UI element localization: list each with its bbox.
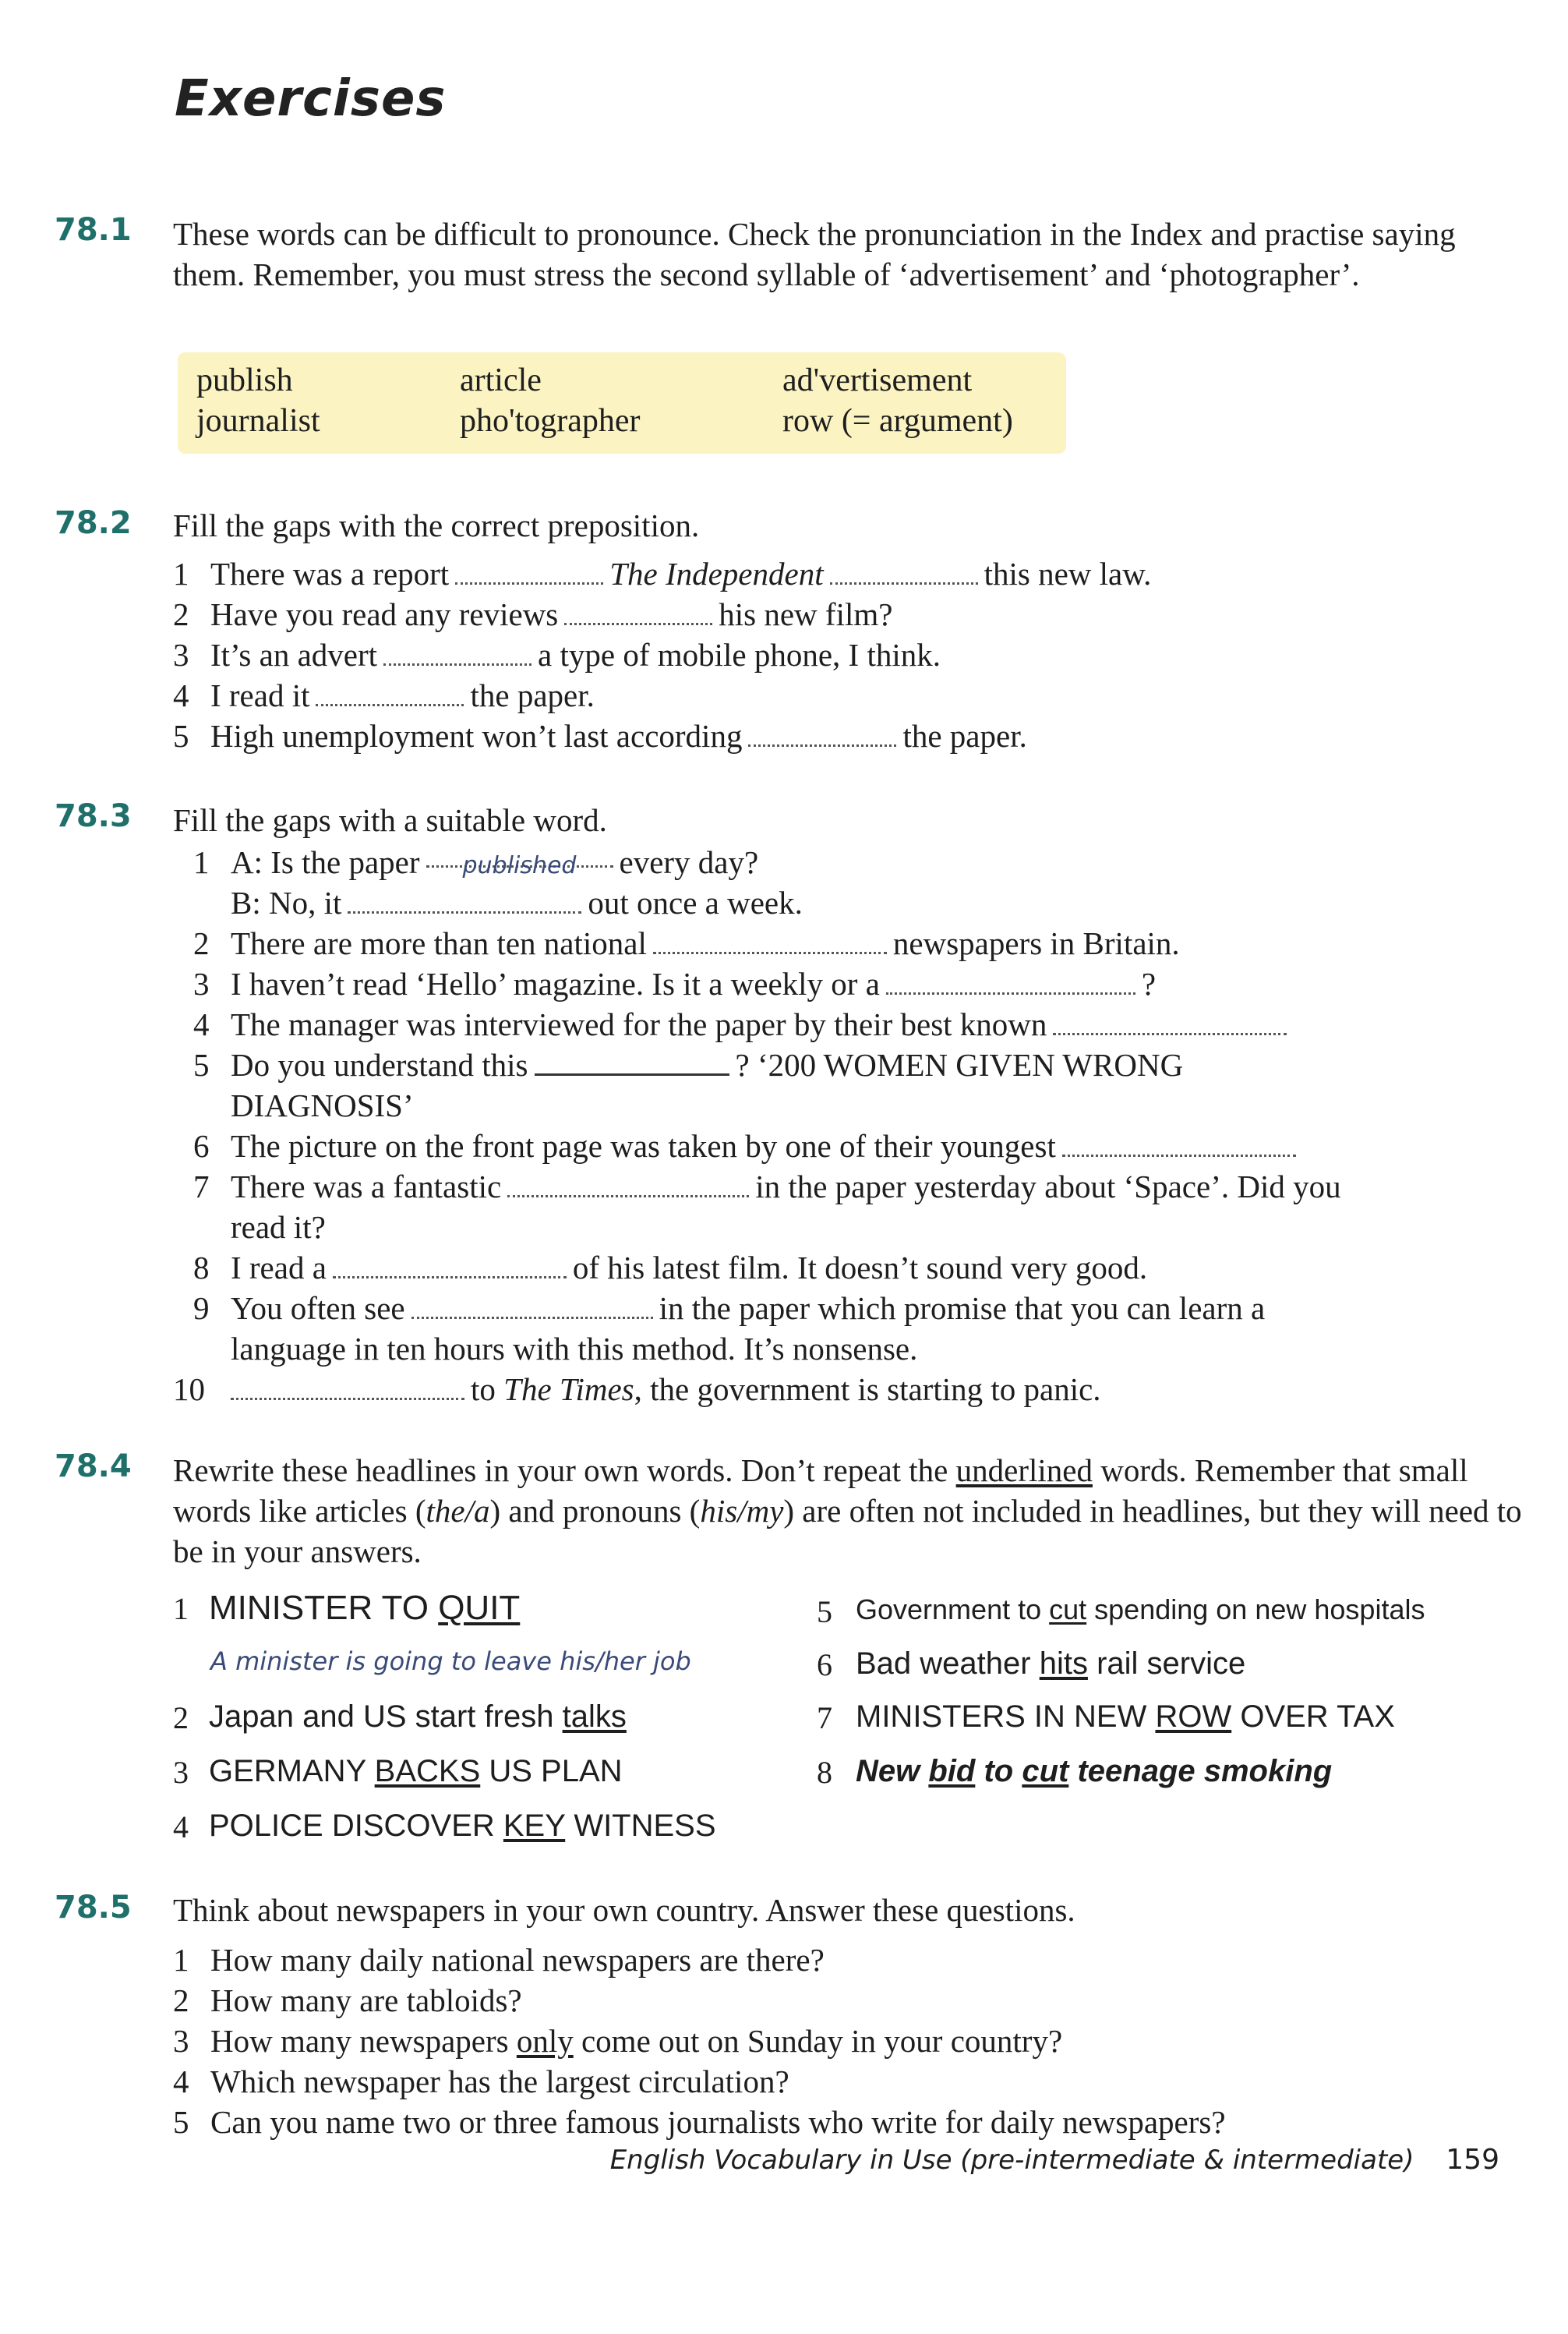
headline-3: GERMANY BACKS US PLAN (209, 1754, 623, 1788)
list-item: 3 It’s an advert a type of mobile phone, I think. (173, 637, 941, 673)
list-item: 9 You often see in the paper which promise that you can learn a (193, 1290, 1266, 1326)
word-photographer: pho'tographer (460, 403, 641, 439)
word-journalist: journalist (196, 403, 320, 439)
list-item: 10 to The Times, the government is starting to panic. (173, 1371, 1101, 1407)
word-advertisement: ad'vertisement (782, 362, 973, 398)
exercise-number-78-4: 78.4 (55, 1448, 132, 1484)
page-footer (610, 2144, 1499, 2176)
gap-dots[interactable] (455, 559, 603, 585)
gap-dots[interactable] (748, 721, 896, 747)
gap-dots[interactable] (1053, 1010, 1287, 1035)
list-item: read it? (231, 1209, 326, 1245)
gap-dots[interactable] (383, 640, 531, 666)
gap-dots[interactable] (333, 1253, 567, 1278)
gap-dots[interactable] (231, 1374, 464, 1400)
textbook-page: Exercises 78.1 These words can be difficult to pronounce. Check the pronunciation in the Index and practise saying them. Remember, you must stress the second syllable of ‘advertisement’ and ‘photographer’. publish article ad'vertisement journalist pho'tographer row (= argument) 78.2 Fill the gaps with the correct preposition. 1 There was a report The Independent this new law. 2 Have you read any reviews his new film? 3 It’s an advert a type of mobile phone, I think. 4 I read it the paper. 5 High unemployment won’t last according the paper. 78.3 Fill the gaps with a suitable word. 1 A: Is the paper published every day? B: No, it out once a week. 2 There are more than ten national newspapers in Britain. 3 I haven’t read ‘Hello’ magazine. Is it a weekly or a ? 4 The manager was interviewed for the paper by their best known 5 Do you understand this ? ‘200 WOMEN GIVEN WRONG DIAGNOSIS’ 6 The picture on the front page was taken by one of their youngest 7 There was a fantastic in the paper yesterday about ‘Space’. Did you read it? 8 I read a of his latest film. It doesn’t sound very good. 9 You often see in the paper which promise that you can learn a language in ten hours with this method. It’s nonsense. 10 to The Times, the government is starting to panic. 78.4 Rewrite these headlines in your own words. Don’t repeat the underlined words. Remember that small words like articles (the/a) and pronouns (his/my) are often not included in headlines, but they will need to be in your answers. 1 MINISTER TO QUIT A minister is going to leave his/her job 2 Japan and US start fresh talks 3 GERMANY BACKS US PLAN 4 POLICE DISCOVER KEY WITNESS 5 Government to cut spending on new hospitals 6 Bad weather hits rail service 7 MINISTERS IN NEW ROW OVER TAX 8 New bid to cut teenage smoking 78.5 Think about newspapers in your own country. Answer these questions. 1 How many daily national newspapers are there? 2 How many are tabloids? 3 How many newspapers only come out on Sunday in your country? 4 Which newspaper has the largest circulation? 5 Can you name two or three famous journalists who write for daily newspapers? English Vocabulary in Use (pre-intermediate & intermediate) 159 (0, 0, 1568, 2334)
list-item: 4 Which newspaper has the largest circulation? (173, 2063, 789, 2099)
list-item: 5 High unemployment won’t last according the paper. (173, 718, 1027, 754)
list-item: language in ten hours with this method. It’s nonsense. (231, 1331, 918, 1367)
gap-dots[interactable] (316, 681, 464, 706)
list-item: 2 Have you read any reviews his new film? (173, 596, 893, 632)
list-item: 6 The picture on the front page was taken by one of their youngest (193, 1126, 1549, 1166)
word-publish: publish (196, 362, 293, 398)
list-item: 1 A: Is the paper published every day? (193, 842, 1549, 882)
headline-6: Bad weather hits rail service (856, 1646, 1246, 1681)
gap-dots[interactable] (886, 969, 1135, 995)
headline-8: New bid to cut teenage smoking (856, 1754, 1333, 1788)
exercise-number-78-3: 78.3 (55, 798, 132, 834)
list-item: 4 The manager was interviewed for the paper by their best known (193, 1004, 1549, 1045)
word-row: row (= argument) (782, 403, 1013, 439)
list-item: 8 I read a of his latest film. It doesn’t sound very good. (193, 1250, 1148, 1285)
list-item: 2 How many are tabloids? (173, 1982, 522, 2018)
headline-1: MINISTER TO QUIT (209, 1589, 521, 1627)
list-item: 5 Do you understand this ? ‘200 WOMEN GIVEN WRONG (193, 1047, 1184, 1083)
book-title: English Vocabulary in Use (pre-intermediate & intermediate) (609, 2145, 1414, 2176)
exercise-78-3-list (173, 842, 1549, 1409)
exercise-78-5-instruction: Think about newspapers in your own country. Answer these questions. (173, 1892, 1075, 1928)
exercise-78-2-list (173, 553, 1529, 756)
page-number: 159 (1446, 2144, 1499, 2176)
list-item: DIAGNOSIS’ (231, 1087, 414, 1123)
list-item: 7 There was a fantastic in the paper yesterday about ‘Space’. Did you (193, 1169, 1341, 1204)
exercise-number-78-1: 78.1 (55, 212, 132, 248)
word-article: article (460, 362, 542, 398)
list-item: 4 I read it the paper. (173, 677, 595, 713)
gap-dots[interactable] (348, 888, 581, 914)
handwritten-answer: A minister is going to leave his/her job (210, 1646, 691, 1676)
gap-dots[interactable] (830, 559, 978, 585)
gap-line[interactable] (535, 1050, 729, 1076)
gap-dots[interactable] (411, 1293, 653, 1319)
exercise-number-78-5: 78.5 (55, 1890, 132, 1926)
gap-dots[interactable] (1062, 1131, 1296, 1157)
exercise-78-4-instruction: Rewrite these headlines in your own words. Don’t repeat the underlined words. Remember that small words like articles (the/a) and pronouns (his/my) are often not included in headlines, but they will need to be in your answers. (173, 1452, 1522, 1569)
gap-dots[interactable] (564, 599, 712, 625)
exercise-78-1-instruction: These words can be difficult to pronounce. Check the pronunciation in the Index and practise saying them. Remember, you must stress the second syllable of ‘advertisement’ and ‘photographer’. (173, 216, 1456, 292)
list-item: 2 There are more than ten national newspapers in Britain. (193, 925, 1180, 961)
gap-dots[interactable] (426, 842, 613, 879)
exercise-78-3-instruction: Fill the gaps with a suitable word. (173, 802, 607, 838)
headline-2: Japan and US start fresh talks (209, 1699, 627, 1734)
list-item: 1 There was a report The Independent this new law. (173, 556, 1152, 592)
list-item: 1 How many daily national newspapers are there? (173, 1942, 825, 1978)
headline-5: Government to cut spending on new hospitals (856, 1593, 1425, 1625)
gap-dots[interactable] (653, 928, 887, 954)
handwritten-answer: published (462, 852, 577, 879)
list-item: 5 Can you name two or three famous journalists who write for daily newspapers? (173, 2104, 1226, 2140)
list-item: 3 How many newspapers only come out on Sunday in your country? (173, 2023, 1063, 2059)
page-title: Exercises (175, 70, 447, 128)
headline-7: MINISTERS IN NEW ROW OVER TAX (856, 1699, 1395, 1734)
exercise-number-78-2: 78.2 (55, 505, 132, 541)
list-item: 3 I haven’t read ‘Hello’ magazine. Is it a weekly or a ? (193, 966, 1157, 1002)
list-item: B: No, it out once a week. (231, 885, 803, 921)
headline-4: POLICE DISCOVER KEY WITNESS (209, 1809, 716, 1843)
exercise-78-5-list (173, 1940, 1529, 2142)
gap-dots[interactable] (507, 1172, 749, 1197)
exercise-78-2-instruction: Fill the gaps with the correct preposition. (173, 507, 700, 543)
